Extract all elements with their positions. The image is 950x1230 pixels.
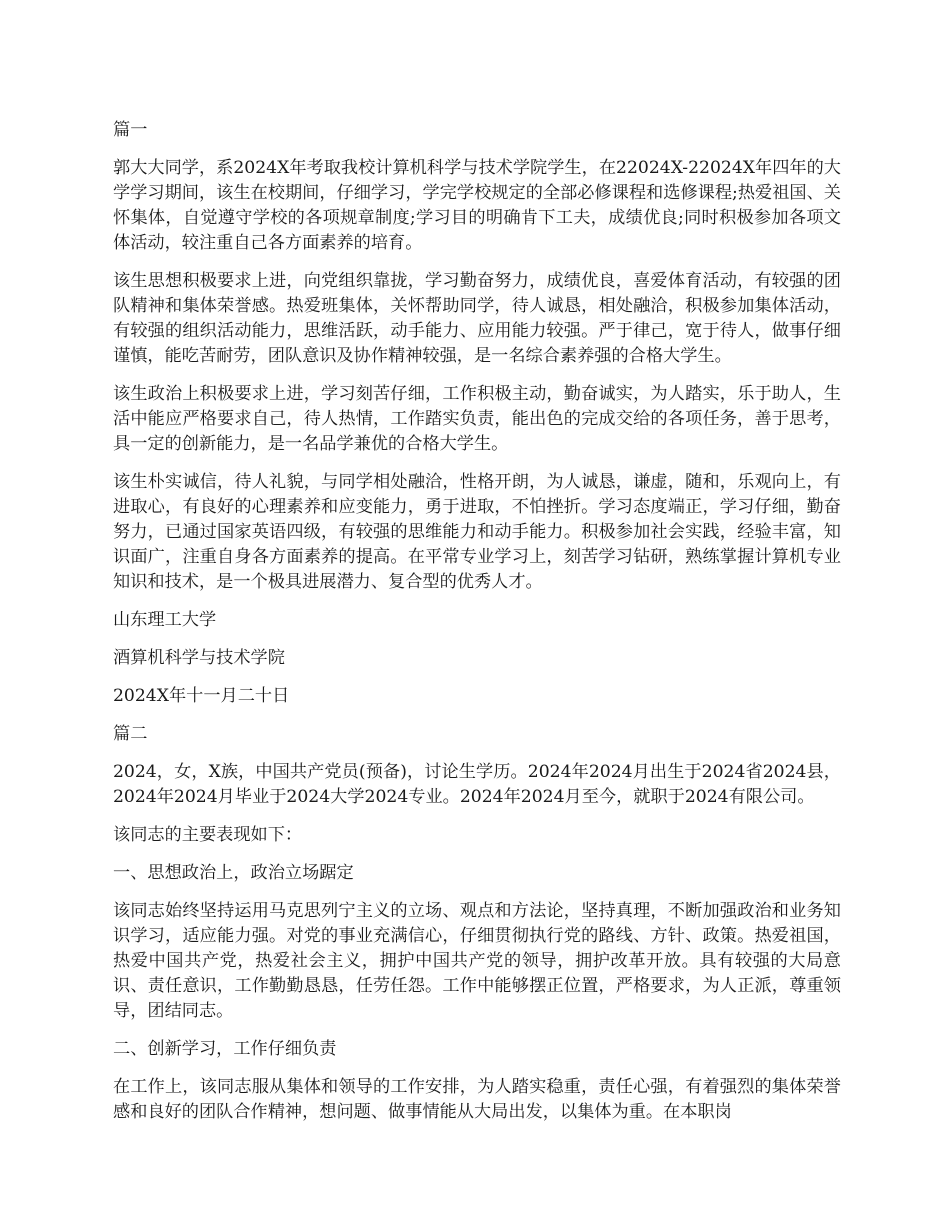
- paragraph: 郭大大同学，系2024X年考取我校计算机科学与技术学院学生，在22024X-22024X年四年的大学学习期间，该生在校期间，仔细学习，学完学校规定的全部必修课程和选修课程;热爱祖国、关怀集体，自觉遵守学校的各项规章制度;学习目的明确肯下工夫，成绩优良;同时积极参加各项文体活动，较注重自己各方面素养的培育。: [113, 158, 841, 253]
- paragraph: 在工作上，该同志服从集体和领导的工作安排，为人踏实稳重，责任心强，有着强烈的集体荣誉感和良好的团队合作精神，想问题、做事情能从大局出发，以集体为重。在本职岗: [113, 1077, 841, 1122]
- subsection-title: 一、思想政治上，政治立场踞定: [113, 863, 354, 883]
- section-title-part-two: 篇二: [113, 724, 148, 744]
- paragraph: 该生朴实诚信，待人礼貌，与同学相处融洽，性格开朗，为人诚恳，谦虚，随和，乐观向上，有进取心，有良好的心理素养和应变能力，勇于进取，不怕挫折。学习态度端正，学习仔细，勤奋努力，已通过国家英语四级，有较强的思维能力和动手能力。积极参加社会实践，经验丰富，知识面广，注重自身各方面素养的提高。在平常专业学习上，刻苦学习钻研，熟练掌握计算机专业知识和技术，是一个极具进展潜力、复合型的优秀人才。: [113, 472, 841, 592]
- document-page: [113, 118, 841, 1138]
- subsection-title: 二、创新学习，工作仔细负责: [113, 1039, 337, 1059]
- signature-university: 山东理工大学: [113, 610, 217, 630]
- paragraph: 该生思想积极要求上进，向党组织靠拢，学习勤奋努力，成绩优良，喜爱体育活动，有较强的团队精神和集体荣誉感。热爱班集体，关怀帮助同学，待人诚恳，相处融洽，积极参加集体活动，有较强的组织活动能力，思维活跃，动手能力、应用能力较强。严于律己，宽于待人，做事仔细谨慎，能吃苦耐劳，团队意识及协作精神较强，是一名综合素养强的合格大学生。: [113, 271, 841, 366]
- signature-school: 酒算机科学与技术学院: [113, 648, 285, 668]
- intro-line: 该同志的主要表现如下：: [113, 825, 303, 845]
- paragraph: 该生政治上积极要求上进，学习刻苦仔细，工作积极主动，勤奋诚实，为人踏实，乐于助人，生活中能应严格要求自己，待人热情，工作踏实负责，能出色的完成交给的各项任务，善于思考，具一定的创新能力，是一名品学兼优的合格大学生。: [113, 384, 841, 454]
- paragraph: 2024，女，X族，中国共产党员(预备)，讨论生学历。2024年2024月出生于2024省2024县，2024年2024月毕业于2024大学2024专业。2024年2024月至今，就职于2024有限公司。: [113, 762, 841, 807]
- paragraph: 该同志始终坚持运用马克思列宁主义的立场、观点和方法论，坚持真理，不断加强政治和业务知识学习，适应能力强。对党的事业充满信心，仔细贯彻执行党的路线、方针、政策。热爱祖国，热爱中国共产党，热爱社会主义，拥护中国共产党的领导，拥护改革开放。具有较强的大局意识、责任意识，工作勤勤恳恳，任劳任怨。工作中能够摆正位置，严格要求，为人正派，尊重领导，团结同志。: [113, 901, 841, 1021]
- signature-date: 2024X年十一月二十日: [113, 686, 290, 706]
- section-title-part-one: 篇一: [113, 120, 148, 140]
